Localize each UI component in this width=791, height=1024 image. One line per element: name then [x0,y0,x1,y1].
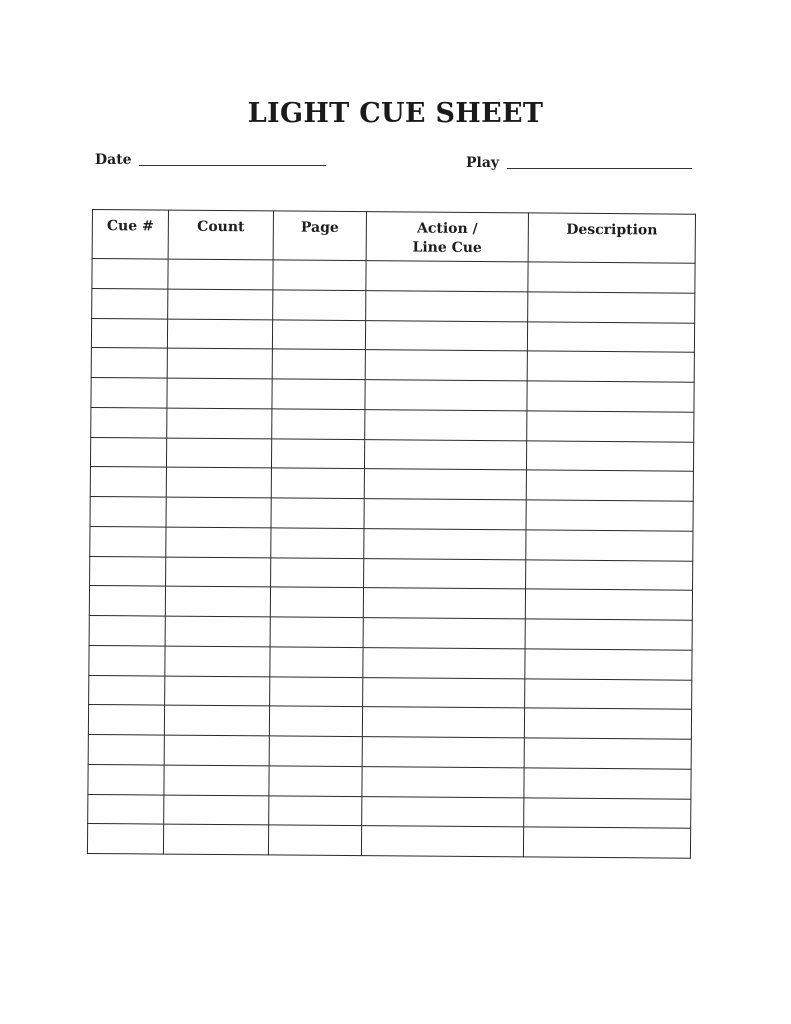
cell-cue-number[interactable] [91,377,167,407]
cell-page[interactable] [271,438,364,468]
table-row [91,348,694,382]
cue-table-header-row [92,210,695,264]
cell-cue-number[interactable] [91,348,167,378]
cell-action-line-cue[interactable] [363,647,525,678]
cell-count[interactable] [164,765,269,796]
cell-cue-number[interactable] [89,586,165,616]
page-title: LIGHT CUE SHEET [247,98,544,129]
cell-page[interactable] [272,319,365,349]
cell-cue-number[interactable] [91,407,167,437]
cell-count[interactable] [165,616,270,647]
cell-count[interactable] [165,676,270,707]
cell-description[interactable] [528,262,695,293]
cell-cue-number[interactable] [90,556,166,586]
cell-description[interactable] [523,827,690,858]
cell-page[interactable] [269,706,362,736]
cell-count[interactable] [168,259,273,290]
cell-cue-number[interactable] [91,318,167,348]
cell-page[interactable] [269,736,362,766]
cell-cue-number[interactable] [90,496,166,526]
cell-count[interactable] [167,408,272,439]
cell-cue-number[interactable] [88,764,164,794]
cell-cue-number[interactable] [88,705,164,735]
table-row [90,526,693,560]
cell-description[interactable] [526,440,693,471]
column-header-cue-number: Cue # [92,210,168,260]
cue-table-body [87,259,695,859]
cell-page[interactable] [270,647,363,677]
table-row [91,407,694,441]
cell-count[interactable] [168,289,273,320]
cell-description[interactable] [527,381,694,412]
cell-count[interactable] [165,586,270,617]
cell-action-line-cue[interactable] [362,707,524,738]
cell-action-line-cue[interactable] [366,290,528,321]
cell-cue-number[interactable] [87,824,163,854]
cell-description[interactable] [525,678,692,709]
cell-count[interactable] [167,319,272,350]
cell-page[interactable] [271,468,364,498]
cell-cue-number[interactable] [90,437,166,467]
cell-description[interactable] [525,619,692,650]
table-row [89,675,692,709]
cell-description[interactable] [527,411,694,442]
cell-action-line-cue[interactable] [365,380,527,411]
table-row [88,764,691,798]
cell-description[interactable] [528,292,695,323]
column-header-count: Count [168,210,273,260]
table-row [88,705,691,739]
cue-table [87,209,696,859]
cell-cue-number[interactable] [89,615,165,645]
cell-action-line-cue[interactable] [362,766,524,797]
column-header-action-line-cue: Action / Line Cue [366,212,528,262]
cell-page[interactable] [271,528,364,558]
date-field [95,152,326,168]
cell-count[interactable] [166,467,271,498]
cell-description[interactable] [526,470,693,501]
cell-page[interactable] [271,557,364,587]
cell-count[interactable] [166,497,271,528]
play-label: Play [466,155,500,171]
table-row [87,824,690,858]
play-field [466,155,692,171]
cell-cue-number[interactable] [92,259,168,289]
column-header-description: Description [528,213,695,263]
table-row [92,288,695,322]
cell-page[interactable] [273,260,366,290]
cell-cue-number[interactable] [90,526,166,556]
column-header-page: Page [273,211,366,261]
cell-action-line-cue[interactable] [363,618,525,649]
cell-description[interactable] [524,797,691,828]
cell-action-line-cue[interactable] [361,826,523,857]
table-row [90,556,693,590]
cell-action-line-cue[interactable] [365,409,527,440]
cell-count[interactable] [166,527,271,558]
table-row [91,318,694,352]
cell-cue-number[interactable] [89,675,165,705]
cell-action-line-cue[interactable] [363,588,525,619]
cell-cue-number[interactable] [90,467,166,497]
cell-count[interactable] [164,705,269,736]
table-row [89,615,692,649]
cell-description[interactable] [524,768,691,799]
cell-page[interactable] [273,290,366,320]
cell-action-line-cue[interactable] [366,261,528,292]
cell-page[interactable] [272,349,365,379]
cell-cue-number[interactable] [88,734,164,764]
cell-count[interactable] [164,795,269,826]
cell-description[interactable] [524,708,691,739]
cell-description[interactable] [526,530,693,561]
cell-page[interactable] [270,617,363,647]
table-row [91,377,694,411]
cell-description[interactable] [527,321,694,352]
cell-action-line-cue[interactable] [365,320,527,351]
cell-count[interactable] [166,557,271,588]
cell-action-line-cue[interactable] [364,499,526,530]
table-row [89,586,692,620]
cell-action-line-cue[interactable] [362,796,524,827]
cell-count[interactable] [164,735,269,766]
cell-page[interactable] [271,498,364,528]
cell-page[interactable] [270,676,363,706]
cell-page[interactable] [268,825,361,855]
cell-description[interactable] [527,351,694,382]
cell-cue-number[interactable] [89,645,165,675]
cell-count[interactable] [166,438,271,469]
date-label: Date [95,152,132,168]
play-input-line[interactable] [507,167,692,169]
table-row [90,467,693,501]
cell-cue-number[interactable] [92,288,168,318]
table-row [92,259,695,293]
cell-description[interactable] [524,738,691,769]
cell-page[interactable] [269,766,362,796]
cell-action-line-cue[interactable] [362,737,524,768]
cell-description[interactable] [525,589,692,620]
table-row [88,734,691,768]
date-input-line[interactable] [139,164,326,166]
cell-page[interactable] [269,795,362,825]
cell-page[interactable] [272,409,365,439]
table-row [88,794,691,828]
cell-description[interactable] [526,500,693,531]
cell-description[interactable] [525,649,692,680]
cell-action-line-cue[interactable] [364,558,526,589]
cell-count[interactable] [167,378,272,409]
cell-count[interactable] [165,646,270,677]
cell-action-line-cue[interactable] [364,469,526,500]
cell-page[interactable] [270,587,363,617]
cell-page[interactable] [272,379,365,409]
cell-description[interactable] [526,559,693,590]
table-row [90,496,693,530]
cell-action-line-cue[interactable] [363,677,525,708]
cell-action-line-cue[interactable] [364,528,526,559]
cell-cue-number[interactable] [88,794,164,824]
cell-count[interactable] [167,348,272,379]
cell-action-line-cue[interactable] [365,350,527,381]
table-row [89,645,692,679]
cell-action-line-cue[interactable] [364,439,526,470]
table-row [90,437,693,471]
cell-count[interactable] [163,824,268,855]
